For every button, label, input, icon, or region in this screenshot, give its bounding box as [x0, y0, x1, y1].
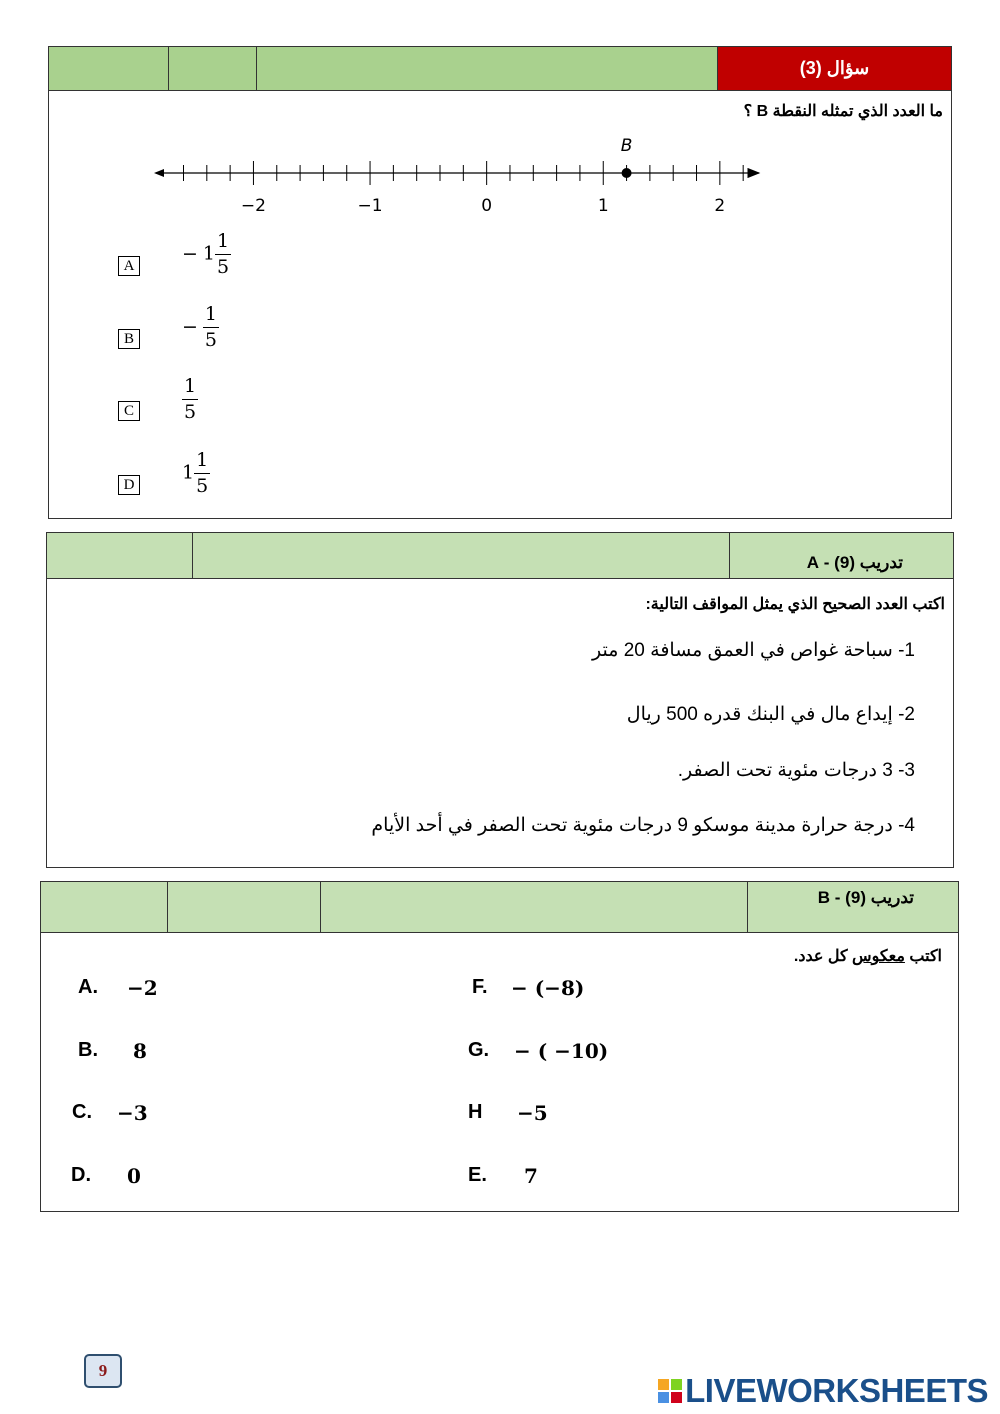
training-b-header [41, 882, 958, 933]
training-b-box [40, 881, 959, 1212]
item-label-h: H [468, 1101, 483, 1123]
prompt-part: اكتب [904, 948, 942, 965]
training-b-prompt [794, 946, 942, 966]
brand-name: LIVEWORKSHEETS [685, 1372, 988, 1409]
item-value-b: 8 [133, 1039, 147, 1063]
situation-item-2: 2- إيداع مال في البنك قدره 500 ريال [626, 704, 915, 725]
option-sign: − [182, 315, 198, 338]
training-a-prompt: اكتب العدد الصحيح الذي يمثل المواقف التالية: [645, 596, 945, 613]
option-letter-c: C [118, 401, 140, 421]
option-whole: 1 [182, 461, 195, 484]
fraction-numerator: 1 [215, 232, 231, 255]
fraction-denominator: 5 [204, 329, 218, 351]
fraction-denominator: 5 [184, 401, 197, 423]
option-fraction [203, 305, 219, 350]
point-b-marker [622, 168, 632, 178]
item-value-c: −3 [117, 1101, 148, 1125]
logo-icon [658, 1379, 682, 1403]
question-3-header [49, 47, 951, 91]
number-line-tick-label: −2 [240, 196, 266, 216]
header-cell [168, 47, 169, 90]
training-a-box [46, 532, 954, 868]
option-sign: − [182, 242, 198, 265]
option-whole: 1 [202, 242, 216, 265]
item-label-e: E. [468, 1164, 487, 1186]
fraction-denominator: 5 [196, 475, 209, 497]
number-line-left-arrow [154, 169, 164, 177]
logo-square [671, 1392, 682, 1403]
item-value-h: −5 [517, 1101, 548, 1125]
option-value-d [182, 451, 210, 496]
item-label-f: F. [472, 976, 488, 998]
prompt-part: كل عدد. [793, 948, 853, 965]
page-number: 9 [84, 1354, 122, 1388]
number-line-tick-label: 2 [714, 196, 726, 216]
header-cell [192, 533, 193, 578]
situation-item-4: 4- درجة حرارة مدينة موسكو 9 درجات مئوية تحت الصفر في أحد الأيام [371, 815, 915, 836]
item-label-g: G. [468, 1039, 490, 1061]
item-label-d: D. [71, 1164, 91, 1186]
option-fraction [215, 232, 231, 277]
logo-square [671, 1379, 682, 1390]
option-letter-b: B [118, 329, 140, 349]
item-value-d: 0 [127, 1164, 141, 1188]
item-value-a: −2 [127, 976, 158, 1000]
option-fraction [182, 377, 198, 422]
training-a-header [47, 533, 953, 579]
header-cell [729, 533, 730, 578]
liveworksheets-logo [658, 1372, 988, 1410]
logo-square [658, 1392, 669, 1403]
item-label-c: C. [72, 1101, 92, 1123]
number-line-tick-label: 0 [481, 196, 493, 216]
item-value-e: 7 [524, 1164, 538, 1188]
question-prompt: ما العدد الذي تمثله النقطة B ؟ [743, 103, 943, 120]
logo-square [658, 1379, 669, 1390]
header-cell [747, 882, 748, 932]
situation-item-1: 1- سباحة غواص في العمق مسافة 20 متر [592, 640, 915, 661]
header-cell [320, 882, 321, 932]
item-value-g: − ( −10) [514, 1039, 609, 1063]
option-letter-d: D [118, 475, 140, 495]
option-value-c [182, 377, 198, 422]
option-value-b [182, 305, 219, 350]
training-b-title: تدريب (9) - B [817, 888, 914, 907]
question-label: سؤال (3) [718, 47, 951, 90]
number-line-tick-label: 1 [597, 196, 609, 216]
question-3-box [48, 46, 952, 519]
fraction-numerator: 1 [203, 305, 219, 328]
header-cell [167, 882, 168, 932]
point-b-label: B [620, 136, 633, 156]
fraction-denominator: 5 [217, 256, 230, 278]
item-label-a: A. [78, 976, 98, 998]
option-fraction [194, 451, 210, 496]
option-value-a [182, 232, 231, 277]
training-a-title: تدريب (9) - A [806, 553, 903, 572]
number-line-tick-label: −1 [357, 196, 383, 216]
situation-item-3: 3- 3 درجات مئوية تحت الصفر. [677, 760, 915, 781]
prompt-underlined-word: معكوس [852, 948, 905, 965]
number-line [141, 127, 771, 222]
item-value-f: − (−8) [511, 976, 585, 1000]
header-cell [256, 47, 257, 90]
fraction-numerator: 1 [182, 377, 198, 400]
fraction-numerator: 1 [194, 451, 210, 474]
item-label-b: B. [78, 1039, 98, 1061]
option-letter-a: A [118, 256, 140, 276]
